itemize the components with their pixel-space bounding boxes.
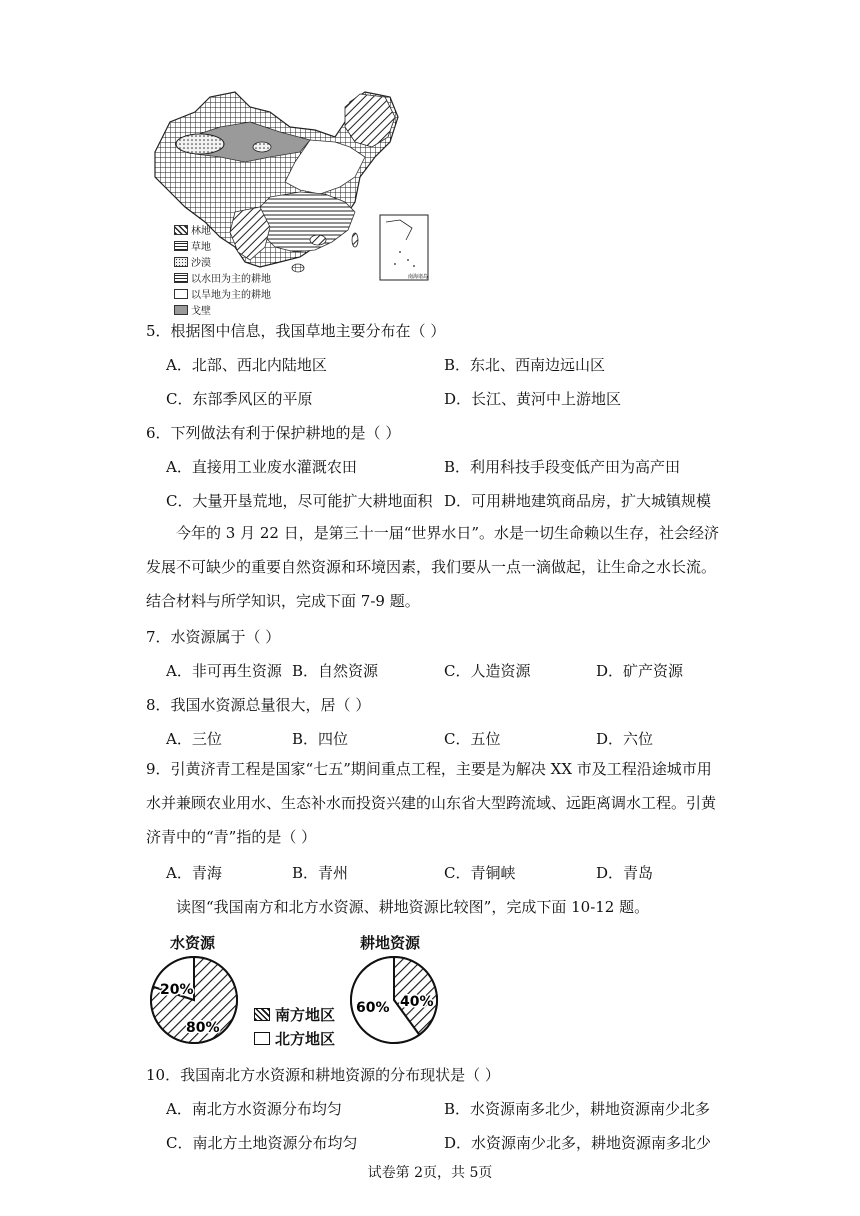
pie-water-title: 水资源: [170, 934, 216, 952]
pie-land-title: 耕地资源: [360, 934, 421, 952]
material-pie-intro: 读图“我国南方和北方水资源、耕地资源比较图”，完成下面 10-12 题。: [176, 898, 650, 916]
pie-legend-south: 南方地区: [254, 1004, 335, 1025]
question-8-stem: 8．我国水资源总量很大，居（ ）: [146, 696, 371, 714]
legend-forest: 林地: [174, 222, 271, 237]
map-legend: [174, 222, 271, 317]
inset-label: 南海诸岛: [408, 274, 429, 280]
q5-option-a: A．北部、西北内陆地区: [166, 356, 327, 374]
map-region-desert: [176, 134, 224, 154]
legend-desert: 沙漠: [174, 254, 271, 269]
pie-legend: [254, 1004, 335, 1049]
legend-grassland: 草地: [174, 238, 271, 253]
q9-option-d: D．青岛: [596, 864, 654, 882]
q10-option-a: A．南北方水资源分布均匀: [166, 1100, 342, 1118]
map-taiwan: [352, 233, 358, 247]
q5-option-c: C．东部季风区的平原: [166, 390, 313, 408]
pie-land-label-south: 40%: [400, 994, 434, 1010]
q8-option-c: C．五位: [444, 730, 501, 748]
q7-option-d: D．矿产资源: [596, 662, 684, 680]
question-6-stem: 6．下列做法有利于保护耕地的是（ ）: [146, 424, 401, 442]
legend-dryland: 以旱地为主的耕地: [174, 286, 271, 301]
south-sea-inset: [380, 215, 428, 280]
q5-option-d: D．长江、黄河中上游地区: [444, 390, 622, 408]
question-9-stem: 9．引黄济青工程是国家“七五”期间重点工程，主要是为解决 XX 市及工程沿途城市用水并兼顾农业用水、生态补水而投资兴建的山东省大型跨流域、远距离调水工程。引黄济青中的“青”指的是（ ）: [146, 760, 717, 846]
q9-option-a: A．青海: [166, 864, 222, 882]
q9-option-b: B．青州: [292, 864, 349, 882]
material-world-water-day: 今年的 3 月 22 日，是第三十一届“世界水日”。水是一切生命赖以生存，社会经济发展不可缺少的重要自然资源和环境因素，我们要从一点一滴做起，让生命之水长流。结合材料与所学知识，完成下面 7-9 题。: [146, 524, 720, 610]
question-5-stem: 5．根据图中信息，我国草地主要分布在（ ）: [146, 322, 446, 340]
q10-option-b: B．水资源南多北少，耕地资源南少北多: [444, 1100, 711, 1118]
page-footer: 试卷第 2页，共 5页: [367, 1165, 493, 1181]
land-use-map: [150, 82, 435, 317]
question-10-stem: 10．我国南北方水资源和耕地资源的分布现状是（ ）: [146, 1066, 500, 1084]
q7-option-a: A．非可再生资源: [166, 662, 282, 680]
question-7-stem: 7．水资源属于（ ）: [146, 628, 281, 646]
q9-option-c: C．青铜峡: [444, 864, 516, 882]
q8-option-a: A．三位: [166, 730, 222, 748]
q7-option-c: C．人造资源: [444, 662, 531, 680]
q6-option-c: C．大量开垦荒地，尽可能扩大耕地面积: [166, 492, 433, 510]
q7-option-b: B．自然资源: [292, 662, 379, 680]
q10-option-d: D．水资源南少北多，耕地资源南多北少: [444, 1134, 712, 1152]
q6-option-a: A．直接用工业废水灌溉农田: [166, 458, 357, 476]
pie-land: [348, 954, 440, 1046]
q8-option-b: B．四位: [292, 730, 349, 748]
legend-paddy: 以水田为主的耕地: [174, 270, 271, 285]
pie-legend-north: 北方地区: [254, 1028, 335, 1049]
legend-gobi: 戈壁: [174, 302, 271, 317]
pie-water-label-north: 20%: [160, 982, 194, 998]
pie-water: [148, 954, 240, 1046]
q6-option-d: D．可用耕地建筑商品房，扩大城镇规模: [444, 492, 712, 510]
map-hainan: [292, 264, 304, 272]
q5-option-b: B．东北、西南边远山区: [444, 356, 606, 374]
q10-option-c: C．南北方土地资源分布均匀: [166, 1134, 358, 1152]
pie-water-label-south: 80%: [186, 1020, 220, 1036]
q6-option-b: B．利用科技手段变低产田为高产田: [444, 458, 681, 476]
pie-land-label-north: 60%: [356, 1000, 390, 1016]
q8-option-d: D．六位: [596, 730, 654, 748]
resource-comparison-figure: [148, 930, 448, 1048]
